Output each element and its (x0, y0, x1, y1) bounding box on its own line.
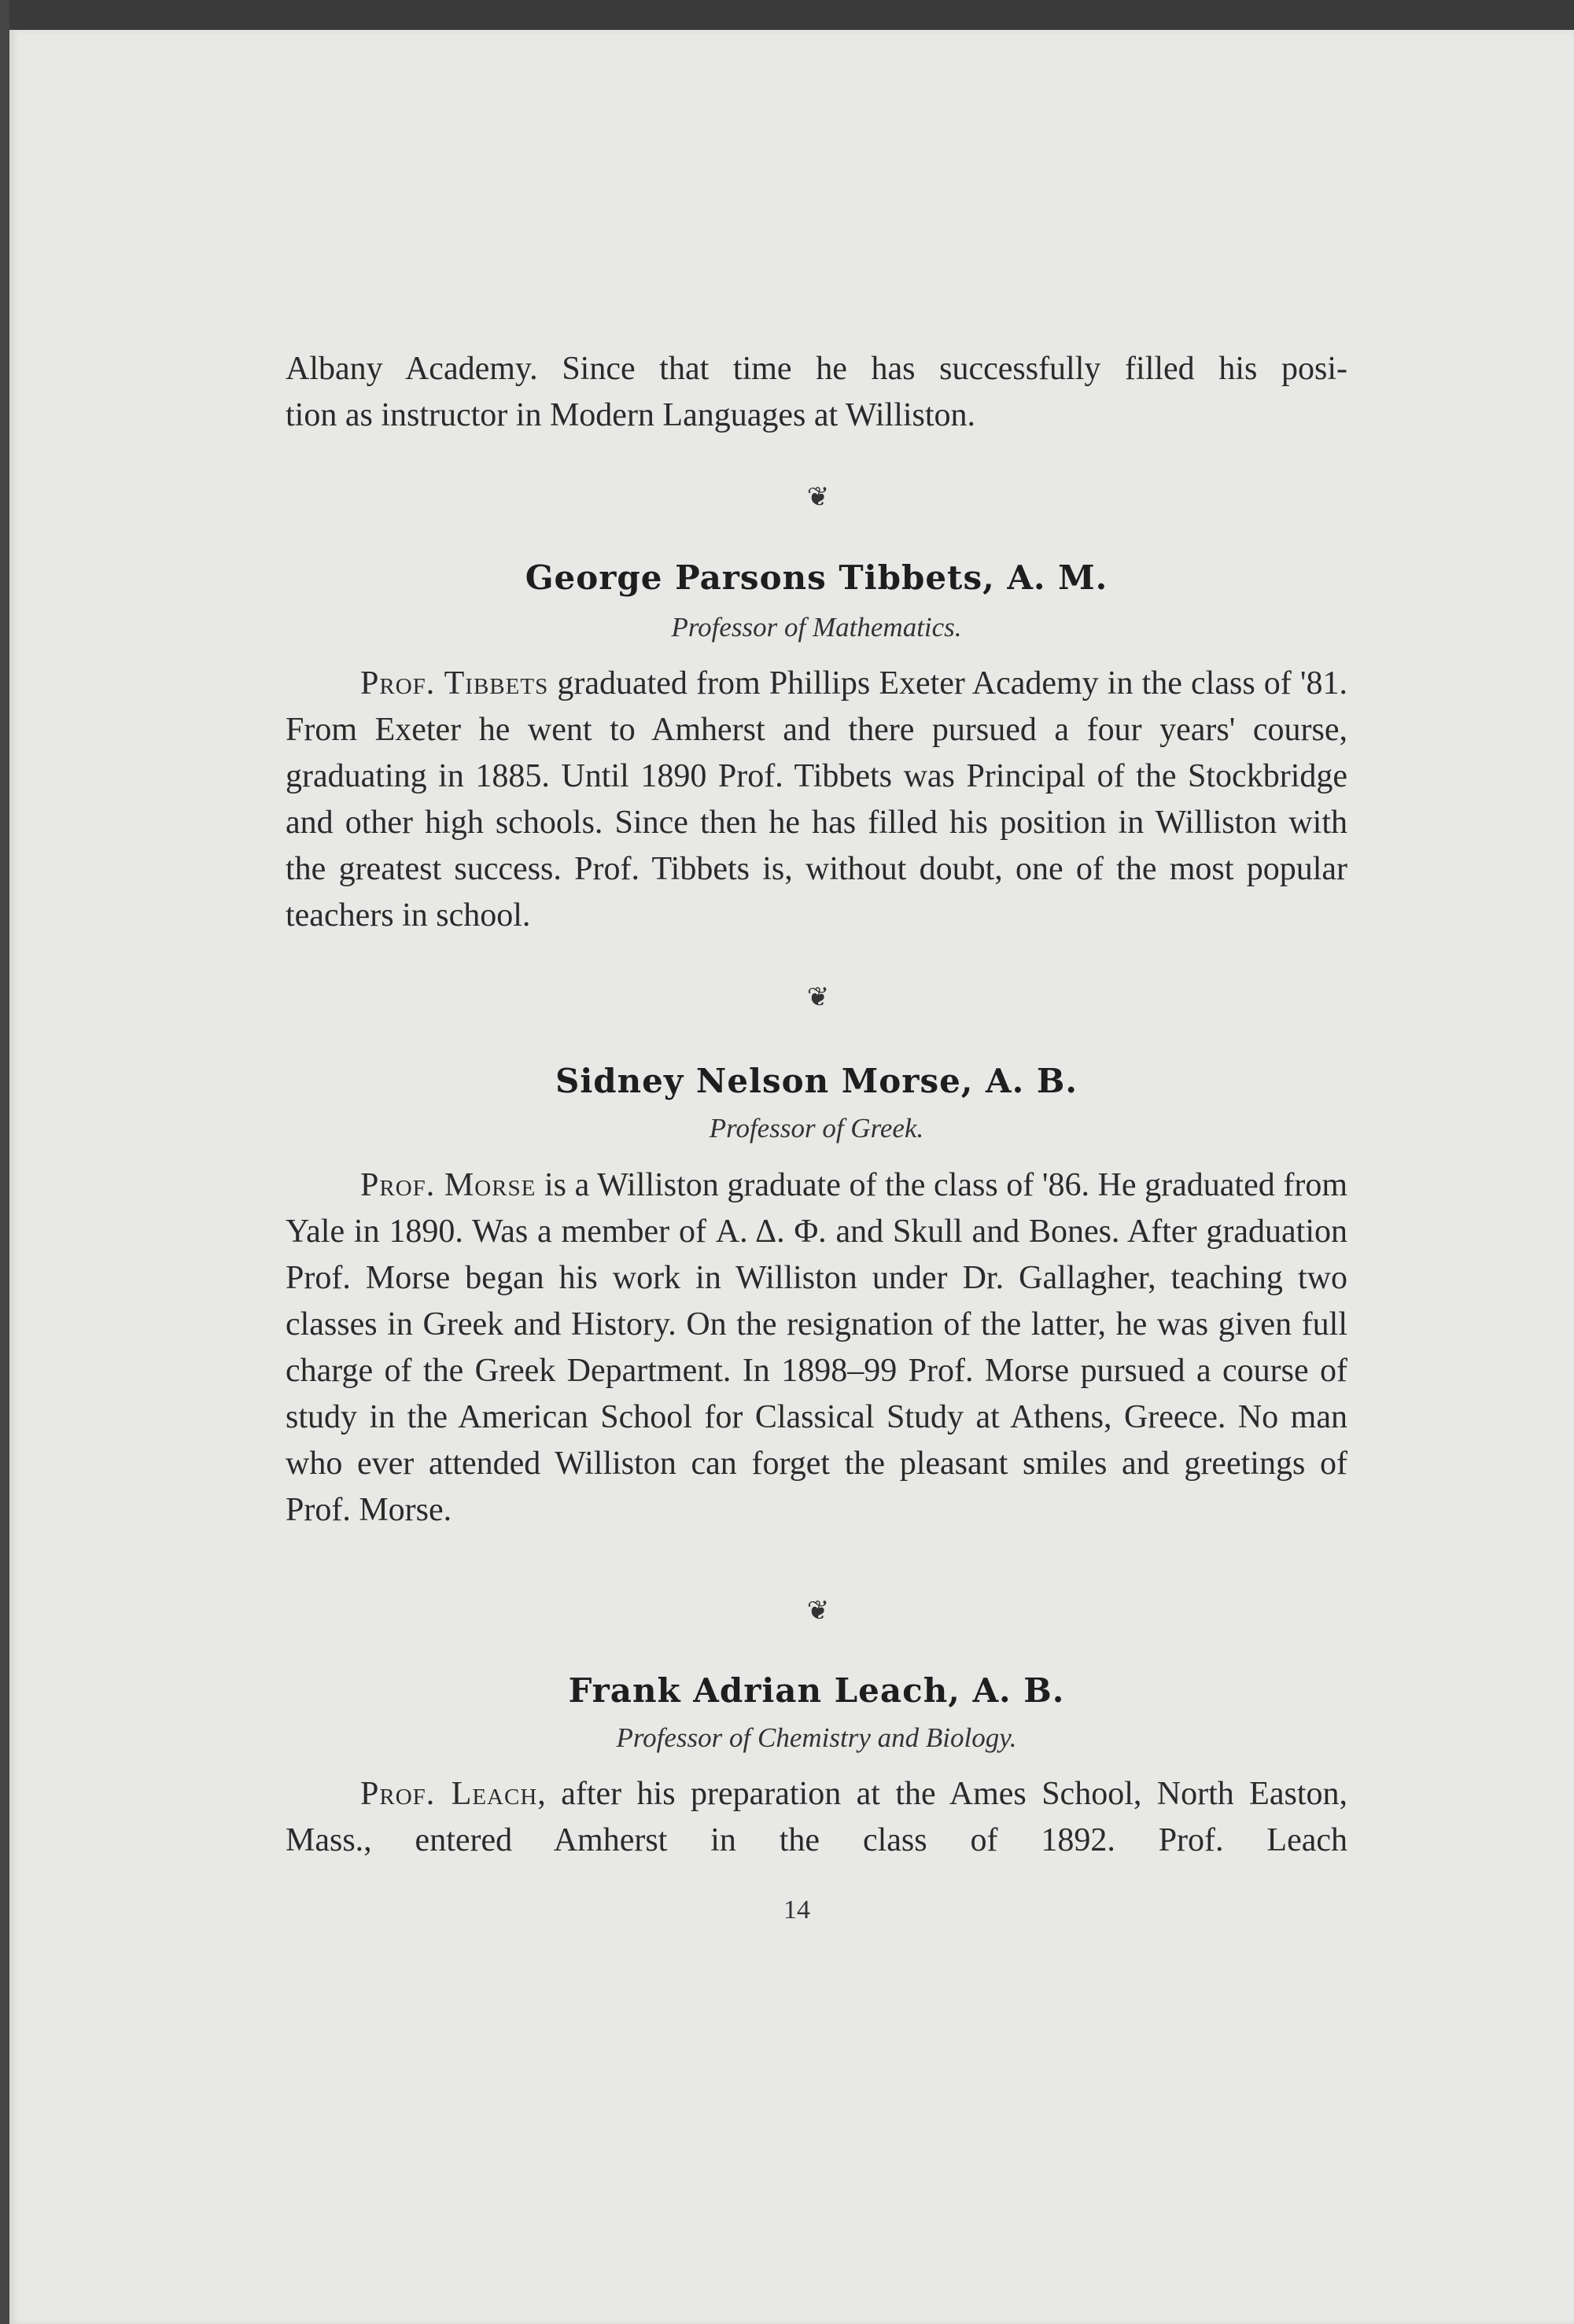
section-title-leach: Professor of Chemistry and Biology. (616, 1722, 1017, 1753)
section-title-tibbets: Professor of Mathematics. (671, 612, 962, 643)
section-heading-tibbets: George Parsons Tibbets, A. M. (525, 558, 1108, 597)
lead-name-tibbets: Prof. Tibbets (360, 665, 549, 702)
body-text-morse: is a Williston graduate of the class of '86. He graduated from Yale in 1890. Was a member of Α. Δ. Φ. and Skull and Bones. After graduation Prof. Morse began his work in Williston under Dr. Gallagher, teaching two classes in Greek and History. On the resignation of the latter, he was given full charge of the Greek Department. In 1898–99 Prof. Morse pursued a course of study in the American School for Classical Study at Athens, Greece. No man who ever attended Williston can forget the pleasant smiles and greetings of Prof. Morse. (286, 1167, 1347, 1528)
lead-name-leach: Prof. Leach (360, 1776, 538, 1812)
section-body-tibbets (286, 661, 1347, 939)
section-heading-morse: Sidney Nelson Morse, A. B. (555, 1062, 1078, 1100)
ornament-2: ❦ (806, 983, 830, 1012)
body-text-tibbets: graduated from Phillips Exeter Academy in the class of '81. From Exeter he went to Amherst and there pursued a four years' course, graduating in 1885. Until 1890 Prof. Tibbets was Principal of the Stockbridge and other high schools. Since then he has filled his position in Williston with the greatest success. Prof. Tibbets is, without doubt, one of the most popular teachers in school. (286, 665, 1347, 934)
lead-name-morse: Prof. Morse (360, 1167, 536, 1203)
intro-paragraph (286, 346, 1347, 439)
section-title-morse: Professor of Greek. (709, 1113, 924, 1144)
ornament-1: ❦ (806, 483, 830, 512)
page-number: 14 (783, 1895, 810, 1924)
intro-line-1: Albany Academy. Since that time he has successfully filled his posi- (286, 351, 1347, 387)
ornament-3: ❦ (806, 1597, 830, 1626)
scan-top-border (0, 0, 1574, 30)
scan-left-border (0, 0, 9, 2324)
section-heading-leach: Frank Adrian Leach, A. B. (568, 1671, 1065, 1710)
section-body-leach (286, 1771, 1347, 1864)
section-body-morse (286, 1162, 1347, 1534)
body-text-leach: , after his preparation at the Ames School, North Easton, Mass., entered Amherst in the class of 1892. Prof. Leach (286, 1776, 1347, 1858)
intro-line-2: tion as instructor in Modern Languages at Williston. (286, 397, 976, 433)
